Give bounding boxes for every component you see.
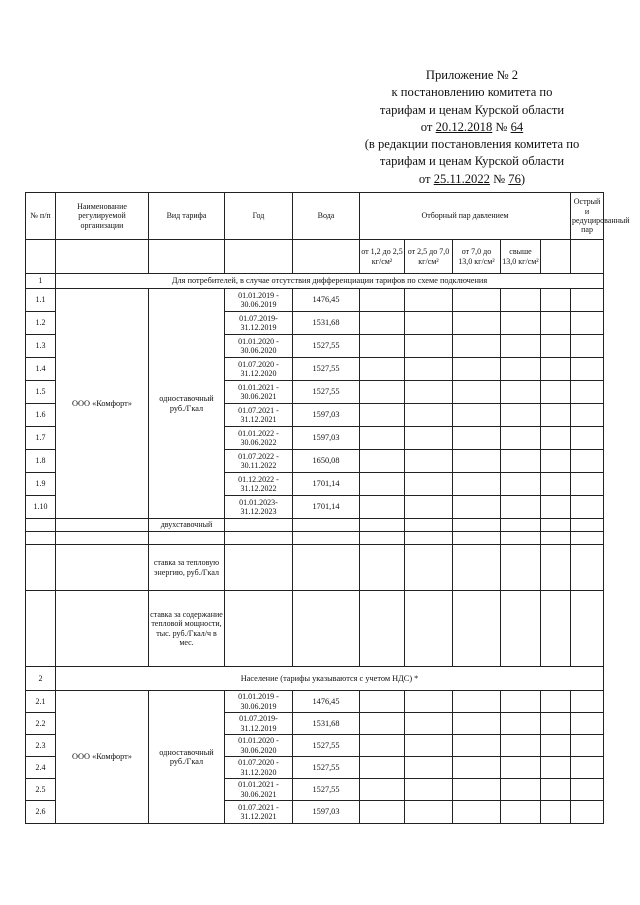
table-row	[26, 519, 604, 532]
table-row: 1.5 01.01.2021 - 30.06.2021 1527,55	[26, 381, 604, 404]
tariff-type-single: одноставочный руб./Гкал	[149, 691, 225, 824]
revision-number: 76	[508, 171, 521, 186]
table-row: 2.6 01.07.2021 - 31.12.2021 1597,03	[26, 801, 604, 824]
table-row: 2.2 01.07.2019- 31.12.2019 1531,68	[26, 713, 604, 735]
tariff-type-single: одноставочный руб./Гкал	[149, 289, 225, 519]
col-header-number: № п/п	[26, 193, 56, 240]
tariff-table	[25, 192, 630, 824]
organization-name: ООО «Комфорт»	[56, 289, 149, 519]
table-row: 1.7 01.01.2022 - 30.06.2022 1597,03	[26, 427, 604, 450]
section-number: 2	[26, 667, 56, 691]
table-row: 1.3 01.01.2020 - 30.06.2020 1527,55	[26, 335, 604, 358]
tariff-type-two-rate: двухставочный	[149, 519, 225, 532]
table-row	[26, 591, 604, 667]
table-row: 1.9 01.12.2022 - 31.12.2022 1701,14	[26, 473, 604, 496]
header-line-7: от 25.11.2022 № 76)	[418, 171, 526, 186]
table-row: 1.2 01.07.2019- 31.12.2019 1531,68	[26, 312, 604, 335]
table-row: 1.6 01.07.2021 - 31.12.2021 1597,03	[26, 404, 604, 427]
rate-capacity-label: ставка за содержание тепловой мощности, тыс. руб./Гкал/ч в мес.	[149, 591, 225, 667]
rate-energy-label: ставка за тепловую энергию, руб./Гкал	[149, 545, 225, 591]
table-header-row	[26, 193, 604, 240]
table-row: 2.4 01.07.2020 - 31.12.2020 1527,55	[26, 757, 604, 779]
table-row	[26, 532, 604, 545]
table-row: 1.4 01.07.2020 - 31.12.2020 1527,55	[26, 358, 604, 381]
section-number: 1	[26, 274, 56, 289]
col-header-pressure-1: от 1,2 до 2,5 кг/см²	[360, 240, 405, 274]
col-header-organization: Наименование регулируемой организации	[56, 193, 149, 240]
section-1-row	[26, 274, 604, 289]
table-row: 2.3 01.01.2020 - 30.06.2020 1527,55	[26, 735, 604, 757]
table-row	[26, 545, 604, 591]
appendix-title: Приложение № 2	[425, 68, 519, 82]
table-subheader-row	[26, 240, 604, 274]
col-header-water: Вода	[293, 193, 360, 240]
col-header-year: Год	[225, 193, 293, 240]
table-row: 2.1 ООО «Комфорт» одноставочный руб./Гкал 01.01.2019 - 30.06.2019 1476,45	[26, 691, 604, 713]
col-header-tariff-type: Вид тарифа	[149, 193, 225, 240]
table-row: 1.10 01.01.2023- 31.12.2023 1701,14	[26, 496, 604, 519]
section-title: Для потребителей, в случае отсутствия дифференциации тарифов по схеме подключения	[56, 274, 604, 289]
revision-date: 25.11.2022	[433, 171, 490, 186]
col-header-steam: Отборный пар давлением	[360, 193, 571, 240]
section-title: Население (тарифы указываются с учетом НДС) *	[56, 667, 604, 691]
decree-date: 20.12.2018	[435, 119, 493, 134]
decree-number: 64	[510, 119, 524, 134]
header-line-4: от 20.12.2018 № 64	[420, 119, 524, 134]
table-row: 1.1 ООО «Комфорт» одноставочный руб./Гкал 01.01.2019 - 30.06.2019 1476,45	[26, 289, 604, 312]
organization-name: ООО «Комфорт»	[56, 691, 149, 824]
document-header	[322, 67, 622, 188]
table-row: 2.5 01.01.2021 - 30.06.2021 1527,55	[26, 779, 604, 801]
table-row: 1.8 01.07.2022 - 30.11.2022 1650,08	[26, 450, 604, 473]
col-header-pressure-2: от 2,5 до 7,0 кг/см²	[405, 240, 453, 274]
header-line-2: к постановлению комитета по	[391, 85, 553, 100]
section-2-row	[26, 667, 604, 691]
col-header-pressure-3: от 7,0 до 13,0 кг/см²	[453, 240, 501, 274]
col-header-pressure-4: свыше 13,0 кг/см²	[501, 240, 541, 274]
header-line-5: (в редакции постановления комитета по	[364, 137, 580, 152]
col-header-sharp-steam: Острый и редуцированный пар	[571, 193, 604, 240]
header-line-6: тарифам и ценам Курской области	[379, 154, 565, 169]
header-line-3: тарифам и ценам Курской области	[379, 102, 565, 117]
